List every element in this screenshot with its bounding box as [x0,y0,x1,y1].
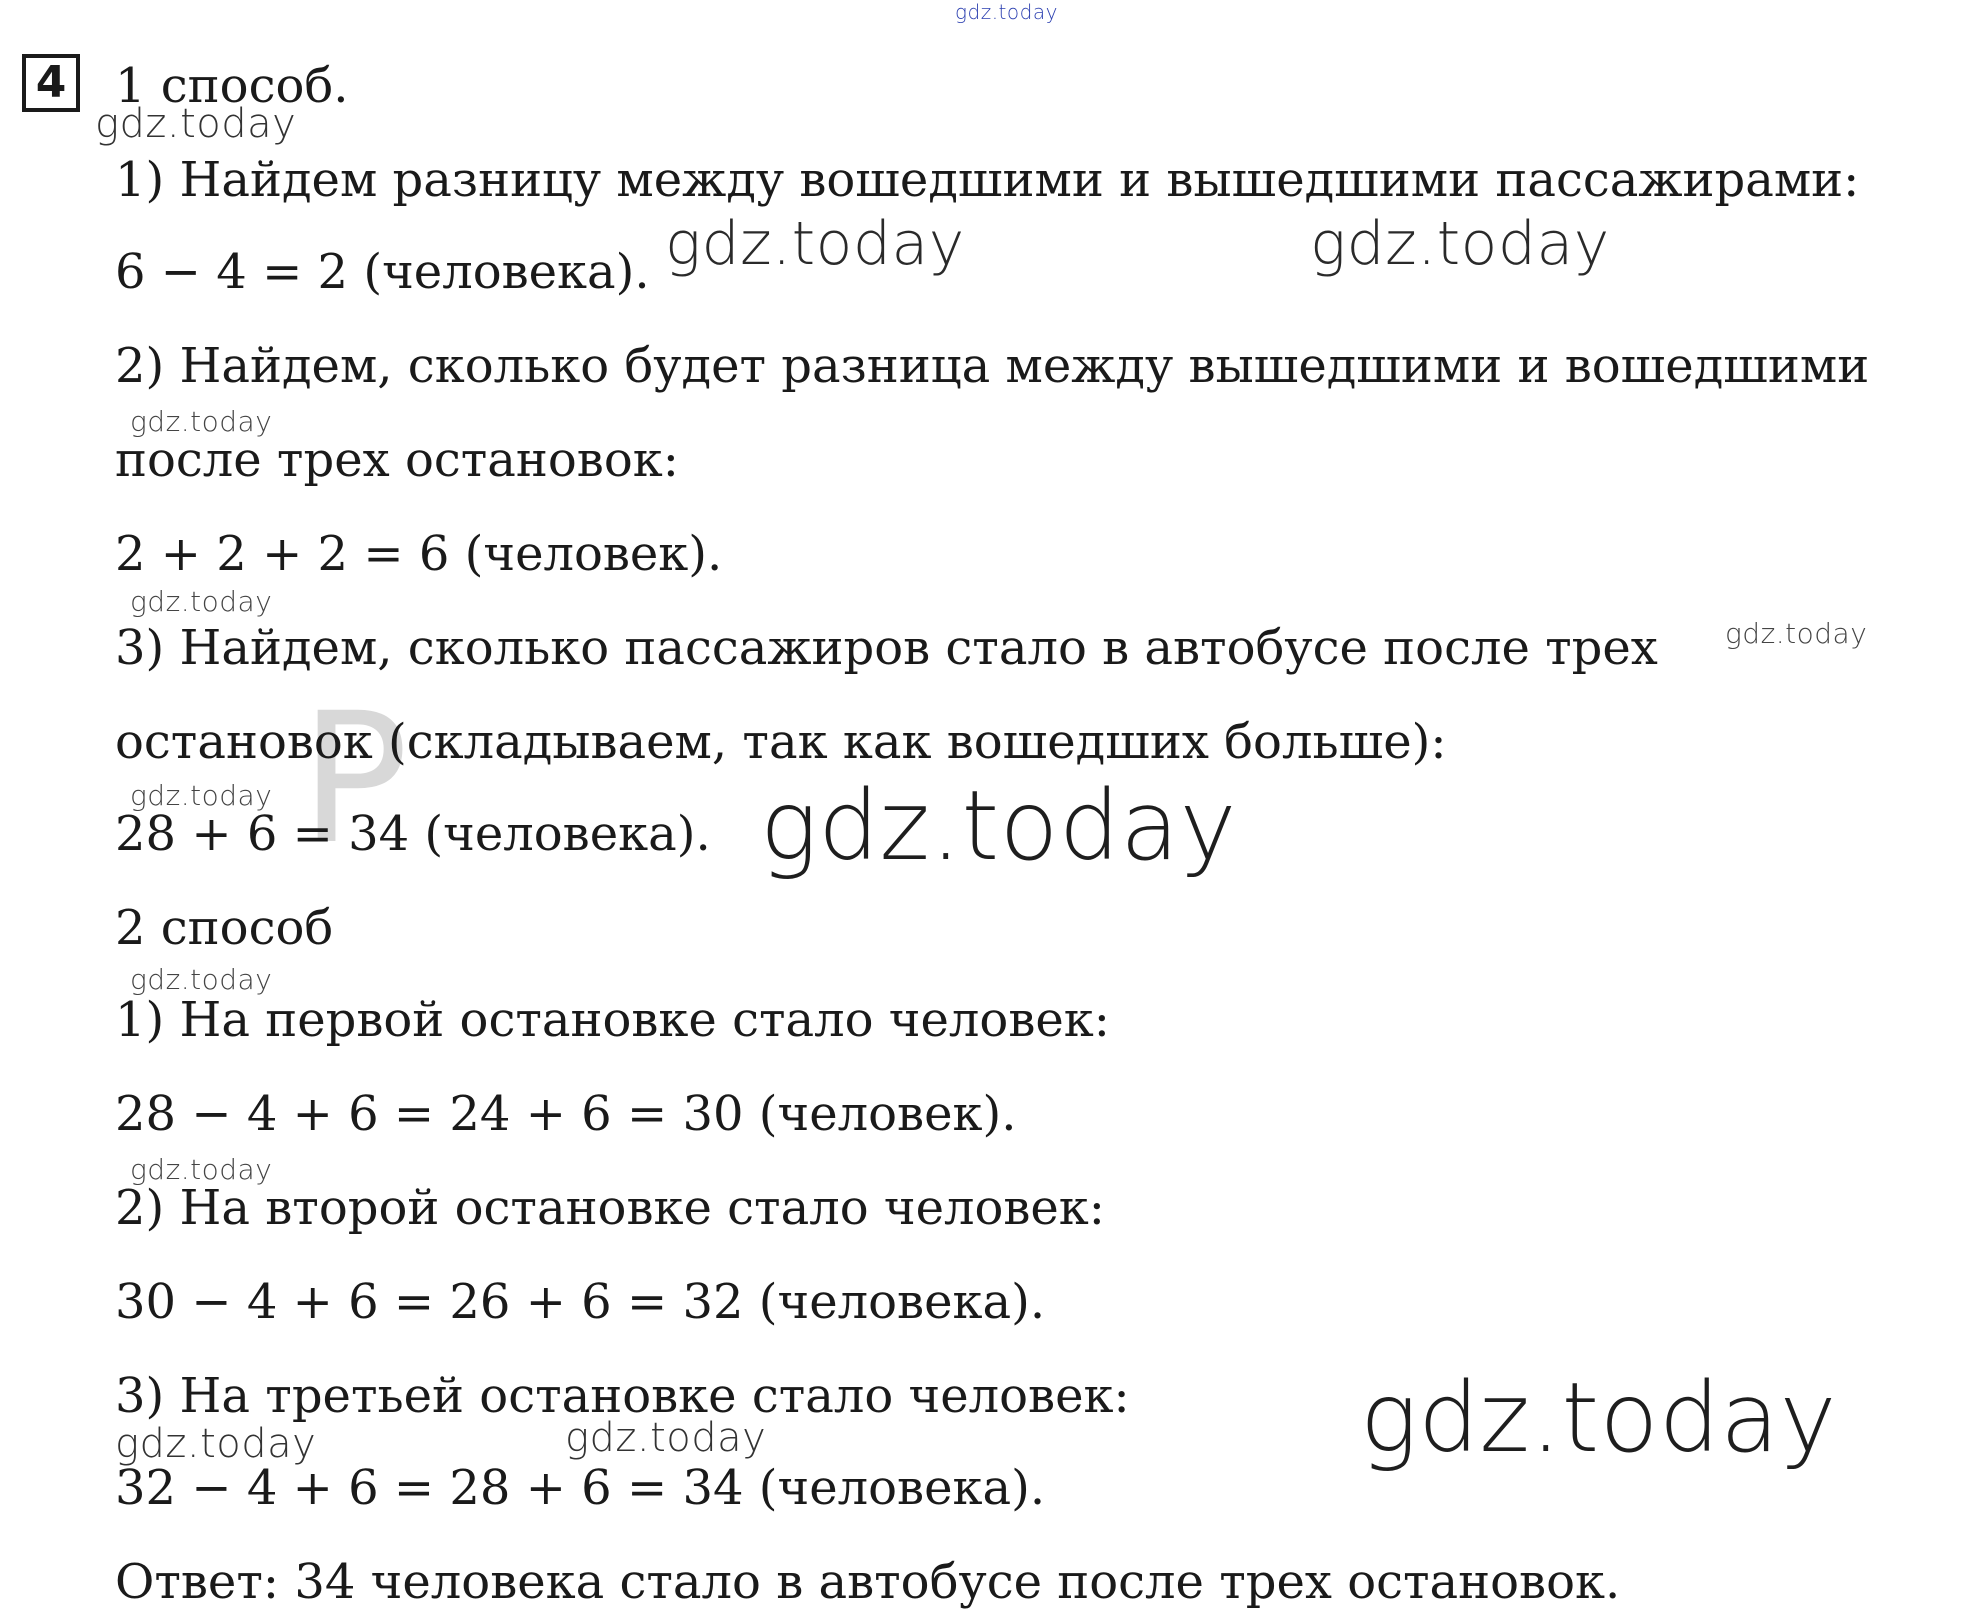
step-3-text-cont: остановок (складываем, так как вошедших больше): [115,714,1447,770]
watermark: gdz.today [955,0,1058,24]
watermark: gdz.today [1725,617,1868,650]
stop-1-text: 1) На первой остановке стало человек: [115,992,1110,1048]
watermark: gdz.today [130,1153,273,1186]
watermark: gdz.today [130,963,273,996]
watermark: gdz.today [130,405,273,438]
watermark: gdz.today [1310,209,1610,279]
task-number-box [22,54,80,112]
watermark: gdz.today [130,585,273,618]
stop-3-equation: 32 − 4 + 6 = 28 + 6 = 34 (человека). [115,1460,1046,1516]
watermark: gdz.today [665,209,965,279]
ghost-watermark-letter: P [300,675,409,884]
watermark: gdz.today [1360,1362,1837,1474]
step-2-text-cont: после трех остановок: [115,432,679,488]
step-3-equation: 28 + 6 = 34 (человека). [115,806,711,862]
stop-2-equation: 30 − 4 + 6 = 26 + 6 = 32 (человека). [115,1274,1046,1330]
step-3-text: 3) Найдем, сколько пассажиров стало в автобусе после трех [115,620,1658,676]
stop-2-text: 2) На второй остановке стало человек: [115,1180,1105,1236]
watermark: gdz.today [95,101,297,147]
watermark: gdz.today [760,770,1237,882]
step-2-equation: 2 + 2 + 2 = 6 (человек). [115,526,723,582]
task-number: 4 [35,57,67,108]
watermark: gdz.today [565,1415,767,1461]
method-1-heading: 1 способ. [115,58,349,114]
step-1-text: 1) Найдем разницу между вошедшими и вышедшими пассажирами: [115,152,1860,208]
watermark: gdz.today [115,1421,317,1467]
stop-3-text: 3) На третьей остановке стало человек: [115,1368,1130,1424]
stop-1-equation: 28 − 4 + 6 = 24 + 6 = 30 (человек). [115,1086,1017,1142]
answer-text: Ответ: 34 человека стало в автобусе после трех остановок. [115,1554,1621,1610]
watermark: gdz.today [130,779,273,812]
step-2-text: 2) Найдем, сколько будет разница между вышедшими и вошедшими [115,338,1870,394]
method-2-heading: 2 способ [115,900,334,956]
step-1-equation: 6 − 4 = 2 (человека). [115,244,650,300]
